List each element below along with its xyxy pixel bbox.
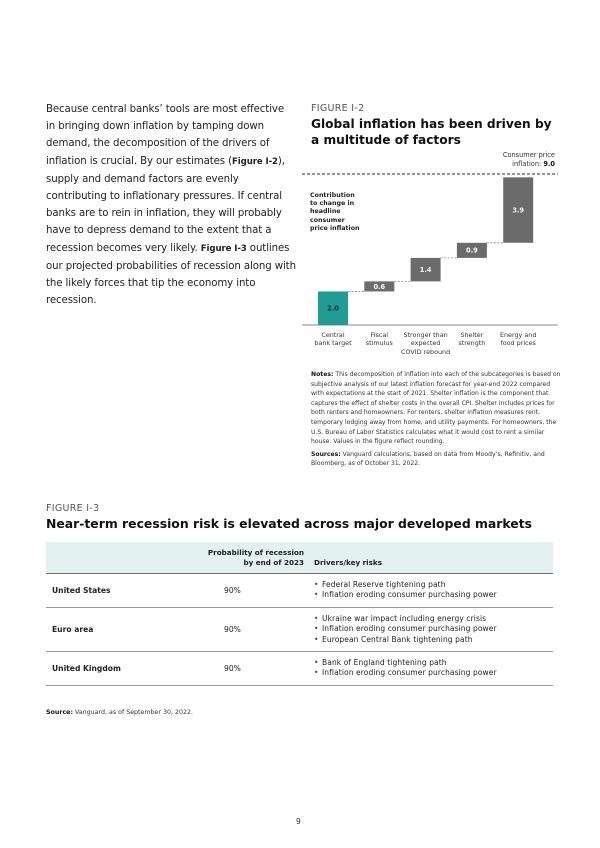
figure-title: Global inflation has been driven by a multitude of factors: [311, 117, 552, 147]
x-tick-label-line: bank target: [314, 339, 352, 348]
header-probability-line2: by end of 2023: [243, 558, 304, 567]
page-number: 9: [296, 817, 301, 826]
table-body: [46, 574, 553, 686]
x-tick-label-line: Energy and: [499, 331, 537, 339]
table-row: [46, 574, 553, 608]
data-label: 0.9: [466, 246, 478, 255]
x-tick-label-line: stimulus: [365, 339, 393, 348]
sources-text: Vanguard calculations, based on data from Moody’s, Refinitiv, and Bloomberg, as of October 31, 2022.: [311, 450, 545, 468]
x-tick-label-line: Shelter: [460, 331, 484, 339]
header-drivers: Drivers/key risks: [314, 542, 553, 574]
data-label: 1.4: [419, 266, 432, 275]
figure-reference: Figure I-3: [200, 243, 247, 254]
x-tick-label-line: expected: [410, 339, 441, 348]
probability-cell: 90%: [192, 607, 314, 651]
data-label: 2.0: [327, 304, 339, 313]
x-tick-label: [490, 331, 546, 348]
body-paragraph: [46, 101, 296, 309]
header-country: [46, 542, 192, 574]
country-cell: Euro area: [46, 607, 192, 651]
x-tick-label-line: Stronger than: [403, 331, 448, 339]
driver-item: • Ukraine war impact including energy crisis: [314, 614, 553, 624]
recession-risk-table: [46, 542, 553, 686]
driver-item: • European Central Bank tightening path: [314, 635, 553, 645]
source-label: Source:: [46, 709, 73, 716]
figure-3-source: [46, 709, 193, 716]
figure-label: FIGURE I-2: [311, 103, 365, 114]
cpi-label-line1: Consumer price: [502, 151, 555, 159]
driver-item: • Inflation eroding consumer purchasing power: [314, 590, 553, 600]
figure-2-notes: [311, 370, 561, 469]
data-label: 3.9: [512, 206, 525, 215]
driver-item: • Inflation eroding consumer purchasing power: [314, 624, 553, 634]
driver-item: • Bank of England tightening path: [314, 658, 553, 668]
x-tick-label-line: Fiscal: [370, 331, 389, 339]
country-cell: United States: [46, 574, 192, 608]
y-label-line: Contribution: [310, 192, 355, 199]
waterfall-chart: [300, 150, 560, 360]
x-tick-label-line: Central: [321, 331, 345, 339]
body-text-part: ), supply and demand factors are evenly contributing to inflationary pressures. If central banks are to rein in inflation, they will probably have to depress demand to the extent that a recession becomes very likely.: [46, 155, 285, 254]
figure-label: FIGURE I-3: [46, 503, 100, 514]
source-text: Vanguard, as of September 30, 2022.: [72, 709, 194, 716]
figure-3-header: [46, 503, 556, 532]
body-text-part: outlines our projected probabilities of recession along with the likely forces that tip the economy into recession.: [46, 242, 296, 307]
drivers-list: [314, 580, 553, 601]
header-probability-line1: Probability of recession: [207, 548, 304, 557]
body-text-part: Because central banks’ tools are most effective in bringing down inflation by tamping down demand, the decomposition of the drivers of inflation is crucial. By our estimates (: [46, 104, 285, 167]
y-label-line: consumer: [310, 216, 345, 224]
sources: [311, 450, 561, 469]
x-tick-label-line: COVID rebound: [401, 347, 451, 356]
x-tick-label-line: food prices: [500, 339, 536, 348]
cpi-label-text: inflation:: [512, 160, 544, 168]
probability-cell: 90%: [192, 574, 314, 608]
driver-item: • Federal Reserve tightening path: [314, 580, 553, 590]
drivers-cell: [314, 607, 553, 651]
cpi-label-line2: [503, 160, 555, 169]
cpi-value: 9.0: [543, 160, 555, 168]
notes-label: Notes:: [311, 371, 334, 378]
header-probability: [192, 542, 314, 574]
table-row: [46, 652, 553, 686]
chart-canvas: [300, 150, 560, 360]
drivers-cell: [314, 574, 553, 608]
table-header: [46, 542, 553, 574]
country-cell: United Kingdom: [46, 652, 192, 686]
figure-title: Near-term recession risk is elevated across major developed markets: [46, 516, 532, 531]
data-label: 0.6: [373, 282, 386, 291]
y-label-line: to change in: [310, 200, 355, 208]
sources-label: Sources:: [311, 450, 341, 458]
drivers-cell: [314, 652, 553, 686]
y-label-line: headline: [310, 208, 341, 216]
header-row: [46, 542, 553, 574]
probability-cell: 90%: [192, 652, 314, 686]
table-row: [46, 607, 553, 651]
y-axis-label: [310, 192, 360, 233]
figure-reference: Figure I-2: [232, 156, 278, 167]
notes-text: This decomposition of inflation into each of the subcategories is based on subjective analysis of our latest inflation forecast for year-end 2022 compared with expectations at the start of 2021. Shelter inflation is the component that captures the effect of shelter costs in the overall CPI. Shelter includes prices for both renters and homeowners. For renters, shelter inflation measures rent, temporary lodging away from home, and utility payments. For homeowners, the U.S. Bureau of Labor Statistics calculates what it would cost to rent a similar house. Values in the figure reflect rounding.: [311, 371, 561, 446]
notes: [311, 370, 561, 447]
drivers-list: [314, 658, 553, 679]
drivers-list: [314, 614, 553, 645]
y-label-line: price inflation: [310, 224, 360, 232]
total-cpi-label: [503, 151, 555, 169]
driver-item: • Inflation eroding consumer purchasing power: [314, 668, 553, 678]
figure-2-header: [311, 103, 561, 148]
x-tick-label-line: strength: [458, 339, 486, 348]
